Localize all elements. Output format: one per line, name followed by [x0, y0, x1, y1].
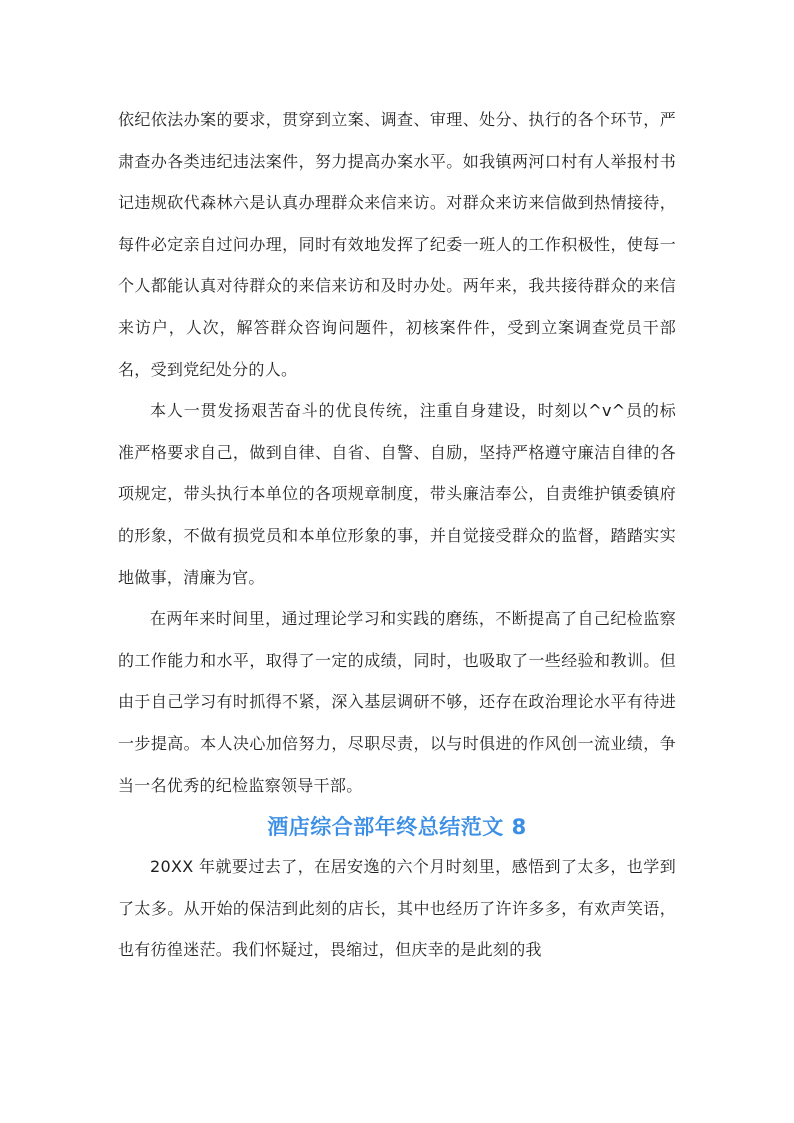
body-paragraph-2: 本人一贯发扬艰苦奋斗的优良传统，注重自身建设，时刻以^v^员的标准严格要求自己，做到自律、自省、自警、自励，坚持严格遵守廉洁自律的各项规定，带头执行本单位的各项规章制度，带头廉洁奉公，自责维护镇委镇府的形象，不做有损党员和本单位形象的事，并自觉接受群众的监督，踏踏实实地做事，清廉为官。: [118, 401, 676, 587]
document-body: [118, 99, 676, 971]
section-heading: 酒店综合部年终总结范文 8: [267, 815, 527, 840]
body-paragraph-1: 依纪依法办案的要求，贯穿到立案、调查、审理、处分、执行的各个环节，严肃查办各类违纪违法案件，努力提高办案水平。如我镇两河口村有人举报村书记违规砍代森林六是认真办理群众来信来访。对群众来访来信做到热情接待，每件必定亲自过问办理，同时有效地发挥了纪委一班人的工作积极性，使每一个人都能认真对待群众的来信来访和及时办处。两年来，我共接待群众的来信来访户，人次，解答群众咨询问题件，初核案件件，受到立案调查党员干部名，受到党纪处分的人。: [118, 110, 676, 379]
body-paragraph-4: 20XX 年就要过去了，在居安逸的六个月时刻里，感悟到了太多，也学到了太多。从开始的保洁到此刻的店长，其中也经历了许许多多，有欢声笑语，也有彷徨迷茫。我们怀疑过，畏缩过，但庆幸的是此刻的我: [118, 857, 676, 960]
body-paragraph-3: 在两年来时间里，通过理论学习和实践的磨练，不断提高了自己纪检监察的工作能力和水平，取得了一定的成绩，同时，也吸取了一些经验和教训。但由于自己学习有时抓得不紧，深入基层调研不够，还存在政治理论水平有待进一步提高。本人决心加倍努力，尽职尽责，以与时俱进的作风创一流业绩，争当一名优秀的纪检监察领导干部。: [118, 609, 676, 795]
